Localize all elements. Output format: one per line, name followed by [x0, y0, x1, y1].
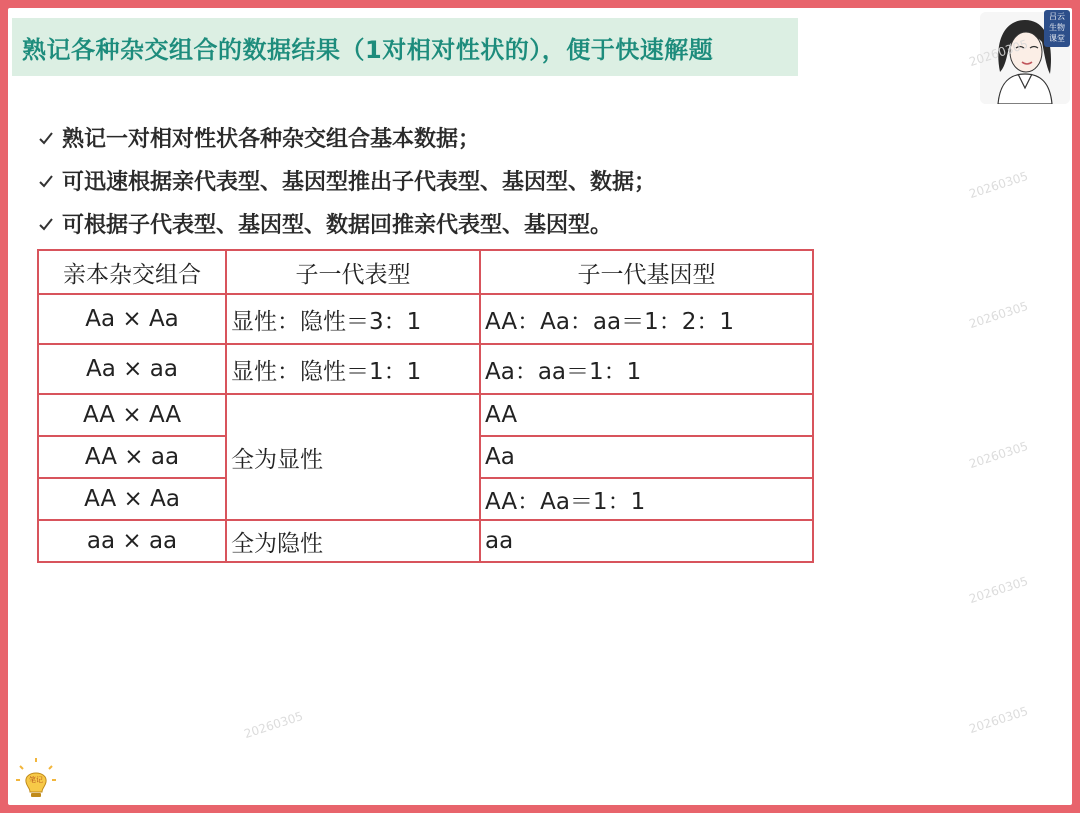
bullet-text: 可迅速根据亲代表型、基因型推出子代表型、基因型、数据；: [62, 170, 657, 195]
table-row: [38, 520, 813, 562]
watermark: 20260305: [242, 708, 305, 742]
cell-phenotype-merged: 全为显性: [226, 394, 480, 520]
watermark: 20260305: [967, 298, 1030, 332]
header-cross: 亲本杂交组合: [38, 250, 226, 294]
cell-cross: Aa × Aa: [38, 294, 226, 344]
cell-genotype: Aa: [480, 436, 813, 478]
cell-cross: AA × Aa: [38, 478, 226, 520]
table-row: [38, 294, 813, 344]
check-icon: [36, 214, 56, 234]
bullet-item: [36, 202, 656, 245]
badge-line-1: 吕云: [1049, 12, 1065, 21]
cell-genotype: aa: [480, 520, 813, 562]
watermark: 20260305: [967, 36, 1030, 70]
check-icon: [36, 128, 56, 148]
cell-genotype: Aa：aa＝1：1: [480, 344, 813, 394]
cell-genotype: AA: [480, 394, 813, 436]
cell-phenotype: 显性：隐性＝3：1: [226, 294, 480, 344]
watermark: 20260305: [967, 438, 1030, 472]
table-header-row: [38, 250, 813, 294]
watermark: 20260305: [967, 703, 1030, 737]
note-icon: [14, 756, 58, 800]
note-icon-label: 笔记: [29, 776, 43, 784]
title-bar: [12, 18, 798, 76]
watermark: 20260305: [967, 573, 1030, 607]
cell-cross: aa × aa: [38, 520, 226, 562]
header-phenotype: 子一代表型: [226, 250, 480, 294]
bullet-item: [36, 116, 656, 159]
cell-cross: AA × AA: [38, 394, 226, 436]
cell-phenotype: 全为隐性: [226, 520, 480, 562]
page-title: 熟记各种杂交组合的数据结果（1对相对性状的），便于快速解题: [22, 35, 714, 64]
cell-genotype: AA：Aa＝1：1: [480, 478, 813, 520]
check-icon: [36, 171, 56, 191]
bullet-item: [36, 159, 656, 202]
slide: [8, 8, 1072, 805]
bullet-text: 熟记一对相对性状各种杂交组合基本数据；: [62, 127, 481, 152]
cell-cross: Aa × aa: [38, 344, 226, 394]
badge-line-2: 生物: [1049, 23, 1065, 32]
table-row: [38, 344, 813, 394]
cross-results-table: [37, 249, 814, 563]
bullet-text: 可根据子代表型、基因型、数据回推亲代表型、基因型。: [62, 213, 613, 238]
table-row: [38, 394, 813, 436]
badge-line-3: 课堂: [1049, 34, 1065, 43]
cell-phenotype: 显性：隐性＝1：1: [226, 344, 480, 394]
header-genotype: 子一代基因型: [480, 250, 813, 294]
channel-badge: [1044, 10, 1070, 47]
cell-cross: AA × aa: [38, 436, 226, 478]
watermark: 20260305: [967, 168, 1030, 202]
bullet-list: [36, 116, 656, 245]
cell-genotype: AA：Aa：aa＝1：2：1: [480, 294, 813, 344]
